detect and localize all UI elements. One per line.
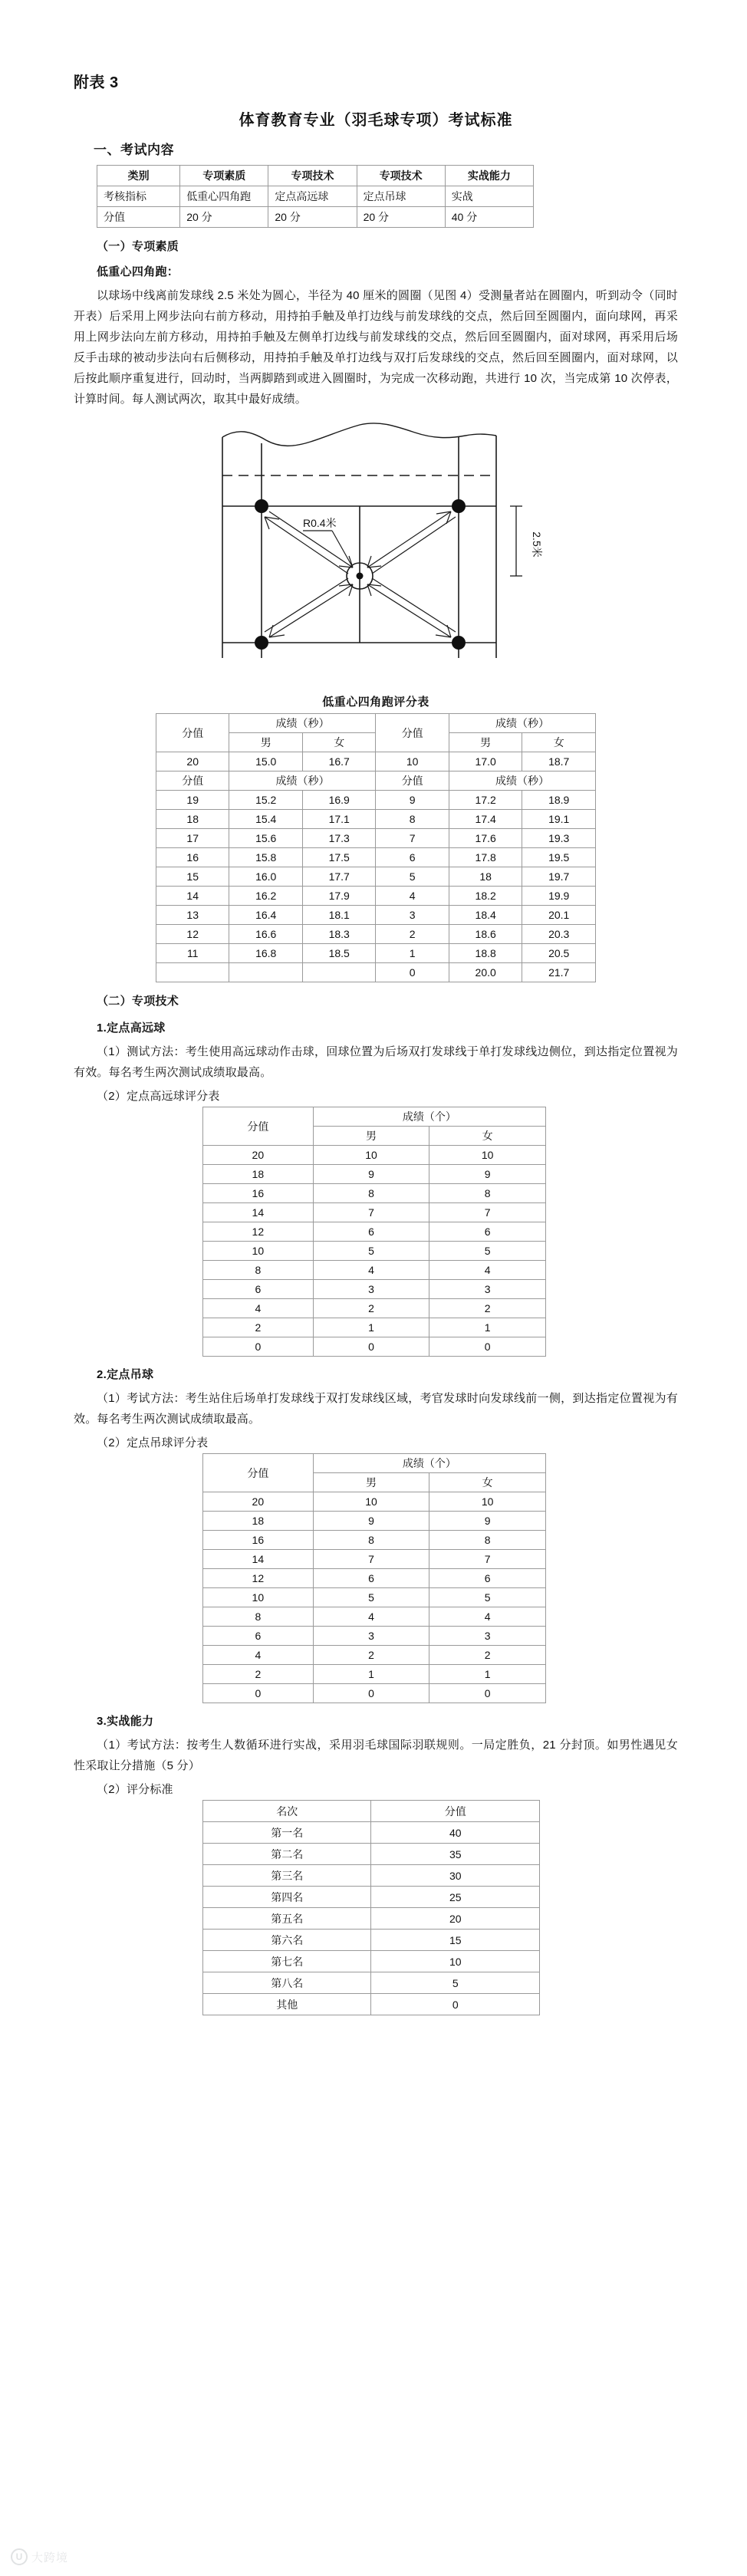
cell: 7 xyxy=(429,1203,546,1222)
cell: 18.6 xyxy=(449,925,522,944)
table-row xyxy=(203,1684,546,1703)
table-row xyxy=(203,1512,546,1531)
header-result-repeat: 成绩（秒） xyxy=(229,771,376,791)
header-female: 女 xyxy=(302,733,376,752)
cell: 3 xyxy=(429,1280,546,1299)
cell: 16 xyxy=(203,1184,314,1203)
header-result-2: 成绩（秒） xyxy=(449,714,595,733)
badminton-court-diagram xyxy=(196,414,556,667)
table-row xyxy=(156,944,596,963)
watermark-text: 大跨境 xyxy=(31,2551,69,2564)
table-header-row xyxy=(156,714,596,733)
cell: 2 xyxy=(313,1646,429,1665)
cell: 1 xyxy=(313,1318,429,1337)
cell: 20 xyxy=(203,1492,314,1512)
cell: 第七名 xyxy=(203,1951,371,1972)
header-male: 男 xyxy=(229,733,303,752)
cell: 0 xyxy=(203,1684,314,1703)
header-female: 女 xyxy=(429,1127,546,1146)
header-male-2: 男 xyxy=(449,733,522,752)
cell: 4 xyxy=(429,1607,546,1627)
header-score-repeat: 分值 xyxy=(156,771,229,791)
table-row xyxy=(203,1994,540,2015)
table-row xyxy=(156,963,596,982)
cell: 10 xyxy=(203,1588,314,1607)
cell: 1 xyxy=(313,1665,429,1684)
table-row xyxy=(156,752,596,771)
cell: 10 xyxy=(313,1492,429,1512)
cell: 14 xyxy=(203,1203,314,1222)
cell: 18.5 xyxy=(302,944,376,963)
cell: 4 xyxy=(313,1261,429,1280)
cell: 17.2 xyxy=(449,791,522,810)
cell: 0 xyxy=(429,1684,546,1703)
table-header-row xyxy=(203,1454,546,1473)
cell: 4 xyxy=(376,887,449,906)
cell: 0 xyxy=(429,1337,546,1357)
cell: 5 xyxy=(371,1972,540,1994)
table-row xyxy=(203,1646,546,1665)
cell: 9 xyxy=(429,1165,546,1184)
cell: 17.0 xyxy=(449,752,522,771)
cell: 5 xyxy=(313,1588,429,1607)
header-result: 成绩（个） xyxy=(313,1107,545,1127)
cell: 15.8 xyxy=(229,848,303,867)
cell: 0 xyxy=(313,1337,429,1357)
table-row xyxy=(203,1865,540,1887)
table-row xyxy=(156,810,596,829)
table-header-row xyxy=(203,1107,546,1127)
cell: 14 xyxy=(203,1550,314,1569)
cell: 1 xyxy=(429,1318,546,1337)
cell: 第三名 xyxy=(203,1865,371,1887)
header-female: 女 xyxy=(429,1473,546,1492)
cell: 40 xyxy=(371,1822,540,1844)
cell: 4 xyxy=(313,1607,429,1627)
cell: 18 xyxy=(203,1165,314,1184)
table-row xyxy=(203,1607,546,1627)
match-ability-ranking-table xyxy=(202,1800,540,2015)
paragraph-high-clear-method xyxy=(74,1041,678,1083)
cell: 2 xyxy=(429,1299,546,1318)
cell: 8 xyxy=(313,1531,429,1550)
cell: 3 xyxy=(313,1280,429,1299)
cell: 4 xyxy=(429,1261,546,1280)
cell: 15.6 xyxy=(229,829,303,848)
cell: 6 xyxy=(376,848,449,867)
cell: 3 xyxy=(429,1627,546,1646)
cell: 18.3 xyxy=(302,925,376,944)
cell: 4 xyxy=(203,1646,314,1665)
cell: 30 xyxy=(371,1865,540,1887)
cell: 其他 xyxy=(203,1994,371,2015)
drop-shot-table-caption: （2）定点吊球评分表 xyxy=(97,1436,209,1449)
page-title: 体育教育专业（羽毛球专项）考试标准 xyxy=(239,112,513,129)
cell: 19.5 xyxy=(522,848,596,867)
cell: 8 xyxy=(203,1607,314,1627)
table-row xyxy=(203,1242,546,1261)
cell: 18.7 xyxy=(522,752,596,771)
cell: 0 xyxy=(313,1684,429,1703)
header-result: 成绩（秒） xyxy=(229,714,376,733)
header-result-repeat-2: 成绩（秒） xyxy=(449,771,595,791)
table-row xyxy=(156,867,596,887)
table-row xyxy=(203,1261,546,1280)
cell: 15.2 xyxy=(229,791,303,810)
table-row xyxy=(203,1184,546,1203)
cell: 19.9 xyxy=(522,887,596,906)
table-row xyxy=(203,1908,540,1930)
table-row xyxy=(203,1550,546,1569)
cell: 7 xyxy=(313,1550,429,1569)
cell: 12 xyxy=(156,925,229,944)
cell: 17.8 xyxy=(449,848,522,867)
cell: 6 xyxy=(313,1569,429,1588)
cell: 10 xyxy=(203,1242,314,1261)
table-row xyxy=(203,1665,546,1684)
paragraph-text: （1）考试方法：考生站住后场单打发球线于双打发球线区域，考官发球时向发球线前一侧，到达指定位置视为有效。每名考生两次测试成绩取最高。 xyxy=(74,1392,678,1426)
cell: 16.6 xyxy=(229,925,303,944)
summary-cell: 定点高远球 xyxy=(268,186,357,207)
cell: 16.9 xyxy=(302,791,376,810)
header-female-2: 女 xyxy=(522,733,596,752)
table-row xyxy=(203,1588,546,1607)
summary-cell: 类别 xyxy=(97,166,180,186)
match-ability-table-caption: （2）评分标准 xyxy=(97,1783,173,1796)
diagram-distance-label: 2.5米 xyxy=(531,531,543,558)
cell: 7 xyxy=(429,1550,546,1569)
cell: 6 xyxy=(429,1569,546,1588)
court-diagram-wrap xyxy=(74,414,678,667)
cell: 第一名 xyxy=(203,1822,371,1844)
summary-cell: 20 分 xyxy=(180,207,268,228)
table-row xyxy=(203,1318,546,1337)
cell: 8 xyxy=(313,1184,429,1203)
cell xyxy=(302,963,376,982)
cell: 3 xyxy=(376,906,449,925)
cell: 9 xyxy=(429,1512,546,1531)
summary-cell: 专项素质 xyxy=(180,166,268,186)
subheading-drop-shot: 2.定点吊球 xyxy=(97,1368,154,1381)
cell: 10 xyxy=(371,1951,540,1972)
header-result: 成绩（个） xyxy=(313,1454,545,1473)
cell: 25 xyxy=(371,1887,540,1908)
cell: 18.2 xyxy=(449,887,522,906)
summary-cell: 专项技术 xyxy=(357,166,445,186)
cell: 17 xyxy=(156,829,229,848)
cell: 20 xyxy=(371,1908,540,1930)
cell: 19.1 xyxy=(522,810,596,829)
cell: 17.9 xyxy=(302,887,376,906)
section-heading-special-quality: （一）专项素质 xyxy=(97,240,179,253)
table-row xyxy=(156,887,596,906)
section-heading-special-technique: （二）专项技术 xyxy=(97,995,179,1008)
table-row xyxy=(97,166,534,186)
paragraph-text: 以球场中线离前发球线 2.5 米处为圆心，半径为 40 厘米的圆圈（见图 4）受测量者站在圆圈内，听到动令（同时开表）后采用上网步法向右前方移动，用持拍手触及单打边线与前发球线的交点，然后回至圆圈内，面向球网，再采用上网步法向左前方移动，用持拍手触及左侧单打边线与前发球线的交点，然后回至圆圈内，面对球网，再采用后场反手击球的被动步法向右后侧移动，用持拍手触及单打边线与双打后发球线的交点，然后回至圆圈内，面对球网，以后按此顺序重复进行，回动时，当两脚踏到或进入圆圈时，为完成一次移动跑，共进行 10 次，当完成第 10 次停表，计算时间。每人测试两次，取其中最好成绩。 xyxy=(74,289,678,406)
cell: 第二名 xyxy=(203,1844,371,1865)
table-row xyxy=(203,1569,546,1588)
summary-cell: 分值 xyxy=(97,207,180,228)
header-score: 分值 xyxy=(203,1454,314,1492)
cell: 20.0 xyxy=(449,963,522,982)
table-row xyxy=(203,1222,546,1242)
header-rank: 名次 xyxy=(203,1801,371,1822)
cell: 6 xyxy=(203,1280,314,1299)
cell: 6 xyxy=(313,1222,429,1242)
header-score: 分值 xyxy=(203,1107,314,1146)
summary-cell: 20 分 xyxy=(357,207,445,228)
cell: 18 xyxy=(203,1512,314,1531)
cell: 18.1 xyxy=(302,906,376,925)
cell: 20.1 xyxy=(522,906,596,925)
paragraph-match-ability-method xyxy=(74,1735,678,1776)
table-row xyxy=(156,791,596,810)
section-heading-exam-content: 一、考试内容 xyxy=(94,143,174,157)
paragraph-drop-shot-method xyxy=(74,1388,678,1429)
cell: 16 xyxy=(203,1531,314,1550)
cell: 8 xyxy=(376,810,449,829)
table-row xyxy=(156,906,596,925)
cell: 1 xyxy=(429,1665,546,1684)
cell: 4 xyxy=(203,1299,314,1318)
cell: 10 xyxy=(313,1146,429,1165)
table-row xyxy=(203,1930,540,1951)
summary-cell: 考核指标 xyxy=(97,186,180,207)
cell: 15.4 xyxy=(229,810,303,829)
attachment-label: 附表 3 xyxy=(74,74,119,91)
drop-shot-scoring-table xyxy=(202,1453,546,1703)
cell: 第四名 xyxy=(203,1887,371,1908)
cell: 2 xyxy=(313,1299,429,1318)
header-male: 男 xyxy=(313,1127,429,1146)
high-clear-table-caption: （2）定点高远球评分表 xyxy=(97,1090,220,1103)
summary-cell: 定点吊球 xyxy=(357,186,445,207)
table-row xyxy=(97,207,534,228)
table-row xyxy=(203,1822,540,1844)
cell: 12 xyxy=(203,1569,314,1588)
cell: 19.3 xyxy=(522,829,596,848)
cell: 5 xyxy=(313,1242,429,1261)
four-corner-table-caption: 低重心四角跑评分表 xyxy=(322,696,429,709)
table-row xyxy=(156,925,596,944)
cell: 15 xyxy=(371,1930,540,1951)
paragraph-four-corner-run-method xyxy=(74,285,678,410)
cell: 9 xyxy=(376,791,449,810)
cell: 5 xyxy=(429,1242,546,1261)
cell: 17.1 xyxy=(302,810,376,829)
cell: 12 xyxy=(203,1222,314,1242)
cell: 15.0 xyxy=(229,752,303,771)
exam-summary-table xyxy=(97,165,534,228)
cell: 9 xyxy=(313,1165,429,1184)
header-score: 分值 xyxy=(156,714,229,752)
summary-cell: 20 分 xyxy=(268,207,357,228)
cell xyxy=(229,963,303,982)
table-row xyxy=(203,1951,540,1972)
cell: 7 xyxy=(376,829,449,848)
table-row xyxy=(203,1531,546,1550)
table-row xyxy=(203,1492,546,1512)
table-row xyxy=(203,1972,540,1994)
summary-cell: 实战能力 xyxy=(445,166,533,186)
header-male: 男 xyxy=(313,1473,429,1492)
cell: 0 xyxy=(376,963,449,982)
cell: 10 xyxy=(376,752,449,771)
cell: 14 xyxy=(156,887,229,906)
cell: 2 xyxy=(203,1318,314,1337)
cell: 18.4 xyxy=(449,906,522,925)
high-clear-scoring-table xyxy=(202,1107,546,1357)
header-score-2: 分值 xyxy=(376,714,449,752)
cell: 20 xyxy=(203,1146,314,1165)
cell: 21.7 xyxy=(522,963,596,982)
watermark xyxy=(11,2548,68,2565)
table-row xyxy=(203,1203,546,1222)
cell: 11 xyxy=(156,944,229,963)
cell: 18 xyxy=(449,867,522,887)
diagram-radius-label: R0.4米 xyxy=(303,517,337,529)
four-corner-scoring-table xyxy=(156,713,596,982)
cell: 17.6 xyxy=(449,829,522,848)
cell: 17.7 xyxy=(302,867,376,887)
cell: 10 xyxy=(429,1146,546,1165)
cell: 20.5 xyxy=(522,944,596,963)
cell: 0 xyxy=(203,1337,314,1357)
table-row xyxy=(97,186,534,207)
cell: 5 xyxy=(429,1588,546,1607)
table-row xyxy=(156,829,596,848)
cell: 16.2 xyxy=(229,887,303,906)
cell: 18.9 xyxy=(522,791,596,810)
cell: 2 xyxy=(376,925,449,944)
summary-cell: 低重心四角跑 xyxy=(180,186,268,207)
cell: 20 xyxy=(156,752,229,771)
table-row xyxy=(203,1627,546,1646)
cell: 3 xyxy=(313,1627,429,1646)
table-header-row xyxy=(203,1801,540,1822)
cell: 8 xyxy=(429,1184,546,1203)
table-row xyxy=(203,1299,546,1318)
cell: 6 xyxy=(203,1627,314,1646)
cell: 10 xyxy=(429,1492,546,1512)
cell: 17.4 xyxy=(449,810,522,829)
table-row xyxy=(203,1887,540,1908)
cell: 16.8 xyxy=(229,944,303,963)
summary-cell: 专项技术 xyxy=(268,166,357,186)
table-row xyxy=(203,1165,546,1184)
cell: 20.3 xyxy=(522,925,596,944)
subheading-four-corner-run: 低重心四角跑： xyxy=(97,265,179,278)
summary-table-wrap xyxy=(74,165,678,228)
cell: 6 xyxy=(429,1222,546,1242)
subheading-match-ability: 3.实战能力 xyxy=(97,1715,154,1728)
cell: 第八名 xyxy=(203,1972,371,1994)
cell: 13 xyxy=(156,906,229,925)
cell: 9 xyxy=(313,1512,429,1531)
header-score: 分值 xyxy=(371,1801,540,1822)
cell: 2 xyxy=(203,1665,314,1684)
cell: 16.7 xyxy=(302,752,376,771)
cell: 16.4 xyxy=(229,906,303,925)
cell: 5 xyxy=(376,867,449,887)
cell: 第六名 xyxy=(203,1930,371,1951)
cell xyxy=(156,963,229,982)
cell: 16.0 xyxy=(229,867,303,887)
cell: 1 xyxy=(376,944,449,963)
cell: 17.3 xyxy=(302,829,376,848)
cell: 16 xyxy=(156,848,229,867)
cell: 8 xyxy=(429,1531,546,1550)
cell: 2 xyxy=(429,1646,546,1665)
summary-cell: 40 分 xyxy=(445,207,533,228)
cell: 19 xyxy=(156,791,229,810)
table-row xyxy=(203,1844,540,1865)
cell: 0 xyxy=(371,1994,540,2015)
paragraph-text: （1）测试方法：考生使用高远球动作击球，回球位置为后场双打发球线于单打发球线边侧位，到达指定位置视为有效。每名考生两次测试成绩取最高。 xyxy=(74,1045,678,1079)
summary-cell: 实战 xyxy=(445,186,533,207)
table-row xyxy=(203,1337,546,1357)
cell: 19.7 xyxy=(522,867,596,887)
table-row xyxy=(156,848,596,867)
subheading-high-clear: 1.定点高远球 xyxy=(97,1022,166,1035)
header-score-repeat-2: 分值 xyxy=(376,771,449,791)
table-header-row-repeat xyxy=(156,771,596,791)
watermark-logo-icon: U xyxy=(11,2548,28,2565)
cell: 15 xyxy=(156,867,229,887)
table-row xyxy=(203,1280,546,1299)
cell: 18 xyxy=(156,810,229,829)
cell: 8 xyxy=(203,1261,314,1280)
cell: 18.8 xyxy=(449,944,522,963)
cell: 35 xyxy=(371,1844,540,1865)
table-row xyxy=(203,1146,546,1165)
paragraph-text: （1）考试方法：按考生人数循环进行实战，采用羽毛球国际羽联规则。一局定胜负，21 分封顶。如男性遇见女性采取让分措施（5 分） xyxy=(74,1739,678,1772)
cell: 7 xyxy=(313,1203,429,1222)
cell: 17.5 xyxy=(302,848,376,867)
cell: 第五名 xyxy=(203,1908,371,1930)
